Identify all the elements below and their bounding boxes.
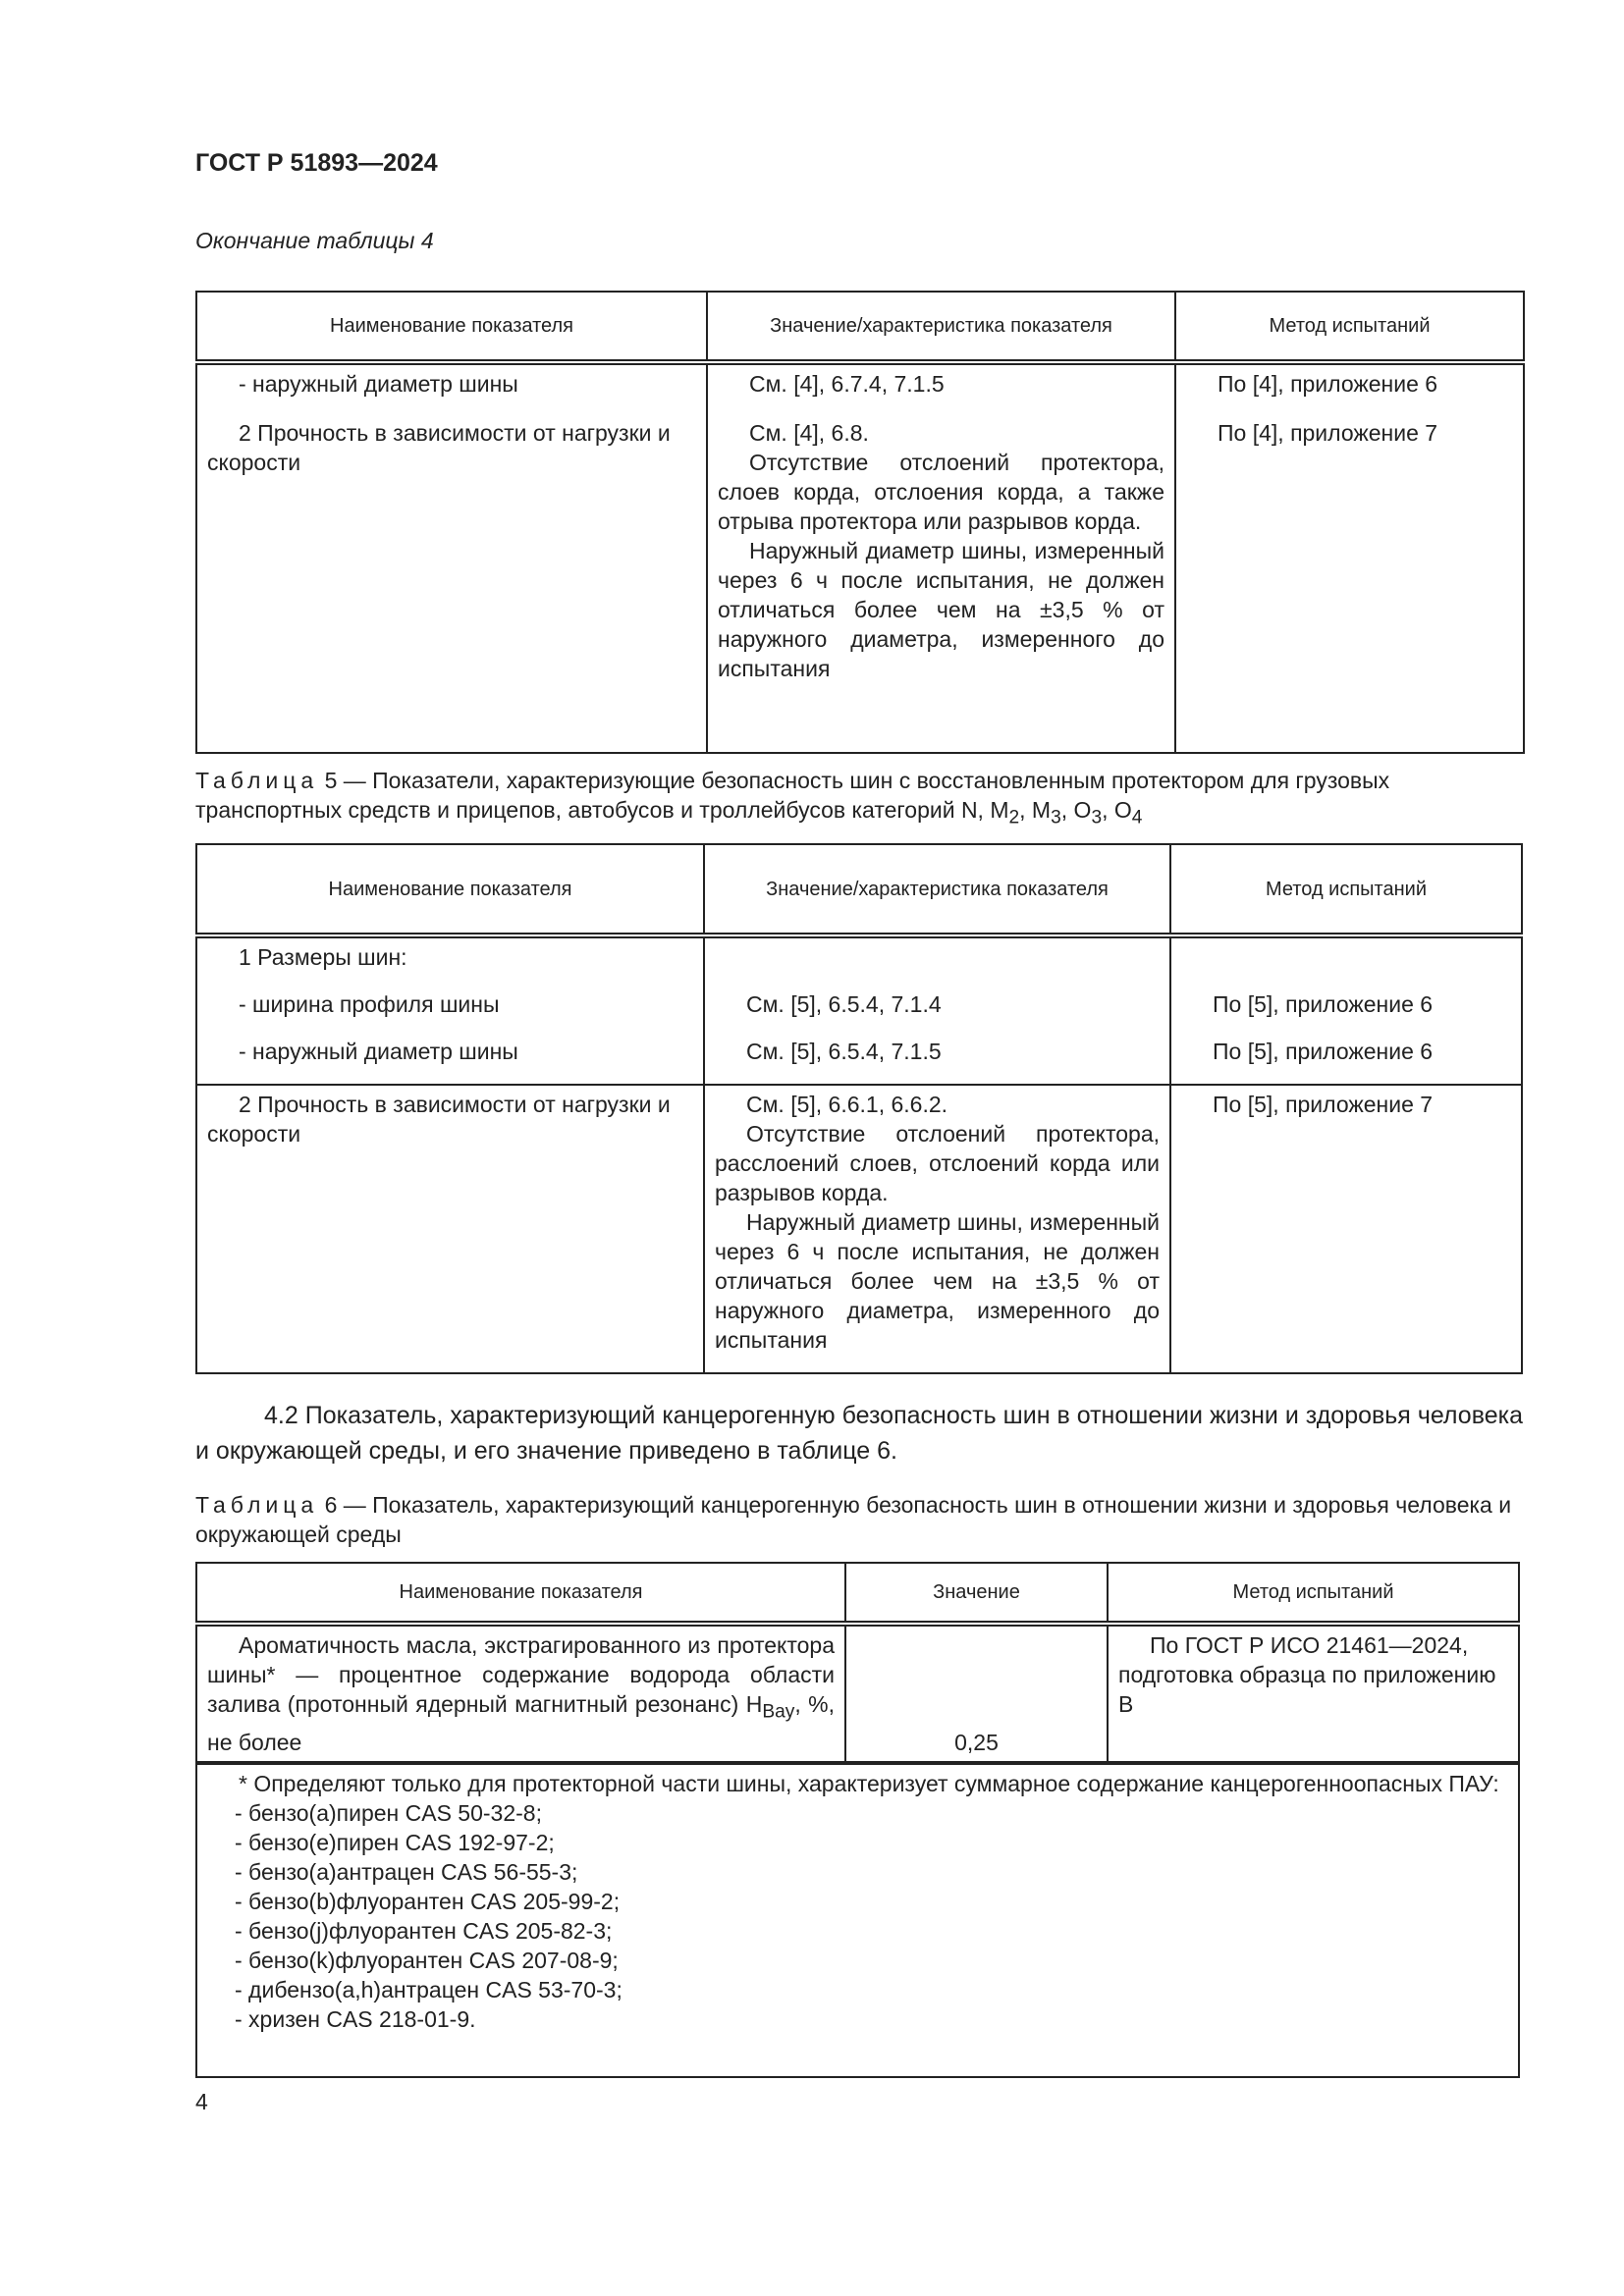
col-header-name: Наименование показателя [196, 1563, 845, 1624]
list-item: - бензо(b)флуорантен CAS 205-99-2; [235, 1888, 621, 1914]
row-value: См. [5], 6.5.4, 7.1.4 [746, 991, 942, 1017]
caption-label: Таблица [195, 1492, 319, 1518]
row-value: См. [5], 6.6.1, 6.6.2. [746, 1092, 948, 1117]
row-method: По [4], приложение 7 [1218, 420, 1438, 446]
list-item: - дибензо(а,h)антрацен CAS 53-70-3; [235, 1976, 623, 2002]
row-name-text: Ароматичность масла, экстрагированного из протектора шины* — процентное содержание водорода области залива (протонный ядерный магнитный резонанс) H [207, 1632, 835, 1717]
row-method: По [5], приложение 7 [1213, 1092, 1434, 1117]
row-name: 2 Прочность в зависимости от нагрузки и скорости [207, 1092, 671, 1147]
caption-text: 5 — Показатели, характеризующие безопасность шин с восстановленным протектором для грузовых транспортных средств и прицепов, автобусов и троллейбусов категорий N, M [195, 768, 1390, 823]
sub: 4 [1131, 807, 1143, 828]
col-header-value: Значение/характеристика показателя [704, 844, 1170, 935]
row-method: По [5], приложение 6 [1213, 1039, 1434, 1064]
table-row [196, 1085, 1522, 1373]
sub: Bay [762, 1701, 795, 1723]
sub: 2 [1008, 807, 1020, 828]
row-name-tail: , %, не более [207, 1691, 835, 1755]
row-name [207, 1630, 835, 1757]
col-header-method: Метод испытаний [1108, 1563, 1519, 1624]
row-value: См. [4], 6.8. [749, 420, 869, 446]
group-label: 1 Размеры шин: [239, 944, 407, 970]
row-name: 2 Прочность в зависимости от нагрузки и скорости [207, 420, 671, 475]
col-header-value: Значение/характеристика показателя [707, 292, 1175, 362]
col-header-name: Наименование показателя [196, 292, 707, 362]
list-item: - бензо(а)пирен CAS 50-32-8; [235, 1799, 542, 1826]
caption-text: 6 — Показатель, характеризующий канцерогенную безопасность шин в отношении жизни и здоровья человека и окружающей среды [195, 1492, 1512, 1547]
sub: 3 [1091, 807, 1103, 828]
row-name: - наружный диаметр шины [239, 371, 518, 397]
document-title: ГОСТ Р 51893—2024 [195, 149, 438, 177]
table-row [196, 1624, 1519, 1763]
sub: 3 [1051, 807, 1061, 828]
row-method: По ГОСТ Р ИСО 21461—2024, подготовка образца по приложению В [1118, 1632, 1496, 1717]
row-value: См. [5], 6.5.4, 7.1.5 [746, 1039, 942, 1064]
col-header-method: Метод испытаний [1170, 844, 1522, 935]
list-item: - бензо(е)пирен CAS 192-97-2; [235, 1829, 555, 1855]
table-continuation-label: Окончание таблицы 4 [195, 228, 434, 253]
footnote-text: * Определяют только для протекторной части шины, характеризует суммарное содержание канцерогенноопасных ПАУ: [239, 1770, 1499, 1796]
col-header-name: Наименование показателя [196, 844, 704, 935]
row-value: Отсутствие отслоений протектора, расслоений слоев, отслоений корда или разрывов корда. [715, 1121, 1160, 1205]
list-item: - бензо(k)флуорантен CAS 207-08-9; [235, 1947, 619, 1973]
row-method: По [5], приложение 6 [1213, 991, 1434, 1017]
row-name: - ширина профиля шины [239, 991, 500, 1017]
paragraph-4-2: 4.2 Показатель, характеризующий канцерогенную безопасность шин в отношении жизни и здоровья человека и окружающей среды, и его значение приведено в таблице 6. [195, 1402, 1523, 1465]
footnote-list [207, 1798, 1508, 2034]
row-value: Наружный диаметр шины, измеренный через 6 ч после испытания, не должен отличаться более чем на ±3,5 % от наружного диаметра, измеренного до испытания [715, 1209, 1160, 1353]
row-value: 0,25 [845, 1624, 1108, 1763]
col-header-value: Значение [845, 1563, 1108, 1624]
caption-label: Таблица [195, 768, 319, 793]
footnote-row [196, 1763, 1519, 2077]
table-row [196, 362, 1524, 753]
row-value: См. [4], 6.7.4, 7.1.5 [749, 371, 945, 397]
col-header-method: Метод испытаний [1175, 292, 1524, 362]
row-value: Наружный диаметр шины, измеренный через 6 ч после испытания, не должен отличаться более чем на ±3,5 % от наружного диаметра, измеренного до испытания [718, 538, 1164, 681]
list-item: - хризен CAS 218-01-9. [235, 2005, 476, 2032]
table-6-caption [195, 1490, 1523, 1549]
table-5-caption: Таблица 5 — Показатели, характеризующие безопасность шин с восстановленным протектором для грузовых транспортных средств и прицепов, автобусов и троллейбусов категорий N, $M_2$, $M_3$, $O_3$, $O_4$ [195, 768, 1390, 828]
page-number: 4 [195, 2089, 208, 2114]
row-method: По [4], приложение 6 [1218, 371, 1438, 397]
table-row [196, 935, 1522, 1085]
list-item: - бензо(j)флуорантен CAS 205-82-3; [235, 1917, 613, 1944]
table-6 [195, 1562, 1520, 2078]
table-4 [195, 291, 1525, 754]
row-name: - наружный диаметр шины [239, 1039, 518, 1064]
row-value: Отсутствие отслоений протектора, слоев корда, отслоения корда, а также отрыва протектора или разрывов корда. [718, 450, 1164, 534]
list-item: - бензо(а)антрацен CAS 56-55-3; [235, 1858, 578, 1885]
table-5 [195, 843, 1523, 1374]
